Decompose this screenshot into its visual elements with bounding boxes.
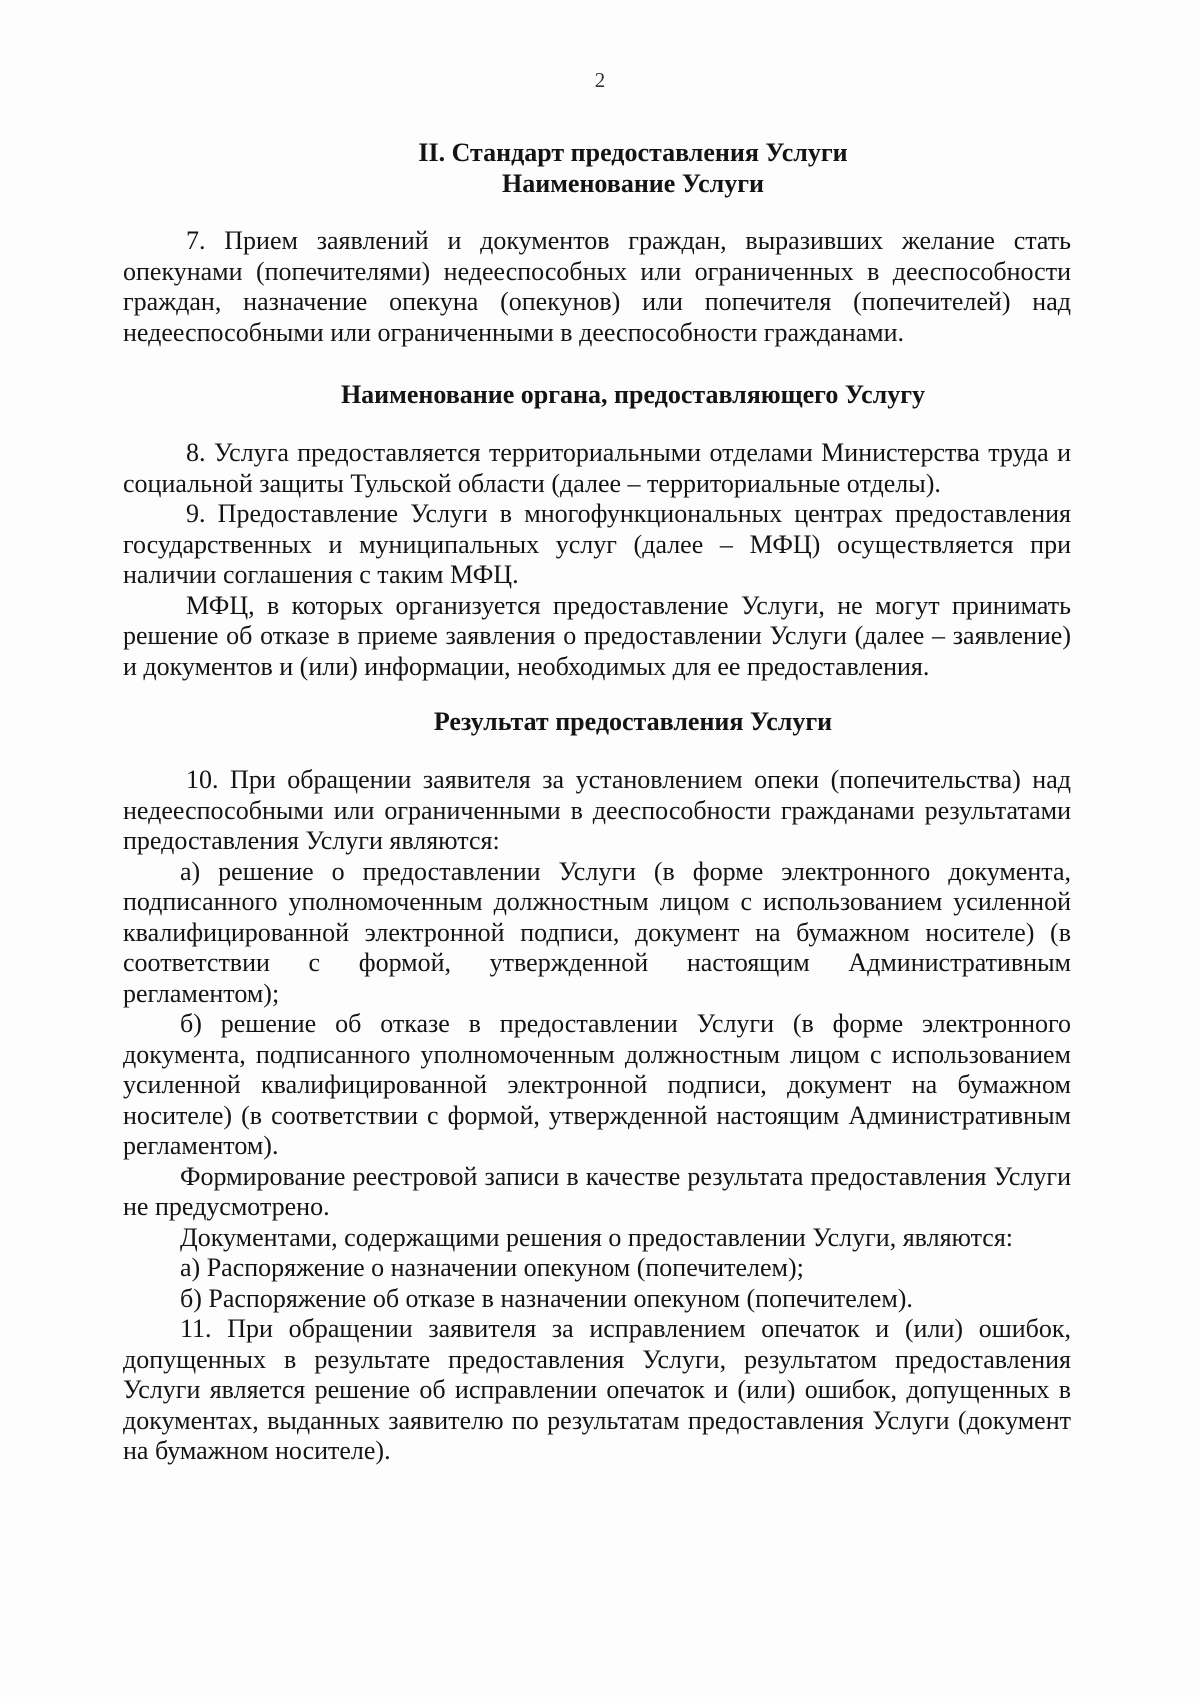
section-heading-title: II. Стандарт предоставления Услуги bbox=[418, 138, 848, 167]
paragraph-10: 10. При обращении заявителя за установлением опеки (попечительства) над недееспособными или ограниченными в дееспособности гражданами результатами предоставления Услуги являются: bbox=[123, 765, 1071, 855]
paragraph-10-docs: Документами, содержащими решения о предоставлении Услуги, являются: bbox=[180, 1222, 1014, 1252]
heading-result: Результат предоставления Услуги bbox=[433, 707, 833, 736]
block-para-7 bbox=[123, 226, 1071, 348]
paragraph-10-docs-b: б) Распоряжение об отказе в назначении опекуном (попечителем). bbox=[180, 1283, 913, 1313]
paragraph-7: 7. Прием заявлений и документов граждан, выразивших желание стать опекунами (попечителями) недееспособных или ограниченных в дееспособности граждан, назначение опекуна (опекунов) или попечителя (попечителей) над недееспособными или ограниченными в дееспособности гражданами. bbox=[123, 226, 1071, 347]
heading-organ: Наименование органа, предоставляющего Услугу bbox=[340, 380, 926, 409]
section-heading bbox=[123, 137, 1143, 199]
paragraph-10-a: а) решение о предоставлении Услуги (в форме электронного документа, подписанного уполномоченным должностным лицом с использованием усиленной квалифицированной электронной подписи, документ на бумажном носителе) (в соответствии с формой, утвержденной настоящим Административным регламентом); bbox=[123, 856, 1071, 1008]
paragraph-9: 9. Предоставление Услуги в многофункциональных центрах предоставления государственных и муниципальных услуг (далее – МФЦ) осуществляется при наличии соглашения с таким МФЦ. bbox=[123, 499, 1071, 589]
paragraph-9-mfc: МФЦ, в которых организуется предоставление Услуги, не могут принимать решение об отказе в приеме заявления о предоставлении Услуги (далее – заявление) и документов и (или) информации, необходимых для ее предоставления. bbox=[123, 590, 1071, 681]
paragraph-10-b: б) решение об отказе в предоставлении Услуги (в форме электронного документа, подписанного уполномоченным должностным лицом с использованием усиленной квалифицированной электронной подписи, документ на бумажном носителе) (в соответствии с формой, утвержденной настоящим Административным регламентом). bbox=[123, 1009, 1071, 1160]
paragraph-8: 8. Услуга предоставляется территориальными отделами Министерства труда и социальной защиты Тульской области (далее – территориальные отделы). bbox=[123, 438, 1071, 498]
page-number: 2 bbox=[594, 68, 606, 92]
block-para-8-9 bbox=[123, 438, 1071, 682]
paragraph-10-docs-a: а) Распоряжение о назначении опекуном (попечителем); bbox=[180, 1253, 804, 1282]
paragraph-10-registry: Формирование реестровой записи в качестве результата предоставления Услуги не предусмотрено. bbox=[123, 1161, 1071, 1221]
paragraph-11: 11. При обращении заявителя за исправлением опечаток и (или) ошибок, допущенных в результате предоставления Услуги, результатом предоставления Услуги является решение об исправлении опечаток и (или) ошибок, допущенных в документах, выданных заявителю по результатам предоставления Услуги (документ на бумажном носителе). bbox=[123, 1314, 1071, 1465]
block-para-10-11 bbox=[123, 765, 1071, 1467]
section-heading-subtitle: Наименование Услуги bbox=[501, 169, 765, 198]
